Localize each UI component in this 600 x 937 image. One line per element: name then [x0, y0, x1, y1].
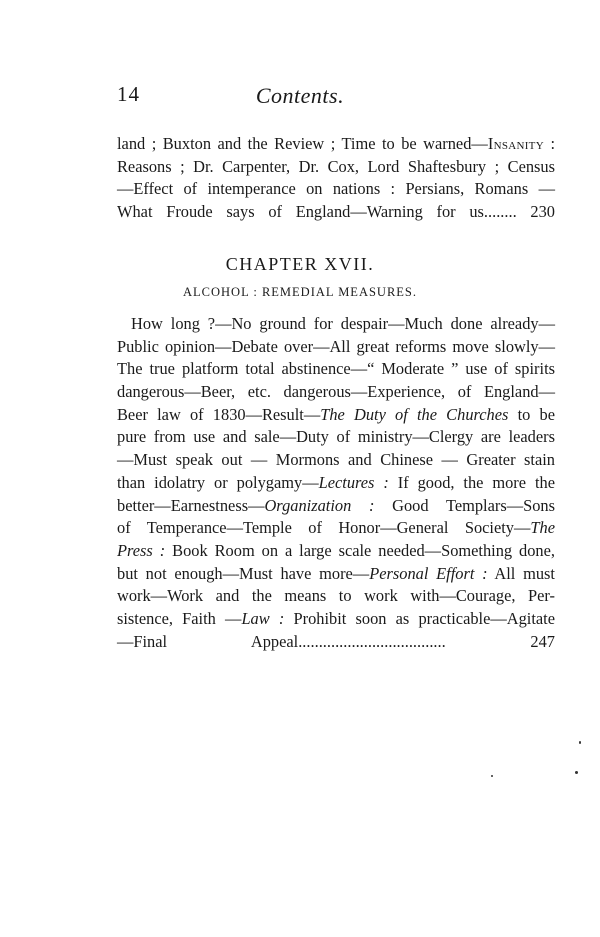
line-text: to be [508, 404, 555, 424]
line-text: If good, the more the [388, 472, 555, 492]
line-text: —Final Appeal.................................... 247 [117, 631, 555, 651]
contents-line [117, 358, 555, 381]
small-caps-text: Insanity [487, 134, 544, 153]
line-text: than idolatry or polygamy— [117, 472, 319, 492]
line-text: : [543, 134, 555, 153]
line-text: dangerous—Beer, etc. dangerous—Experience, of England— [117, 382, 555, 402]
contents-line [117, 495, 555, 518]
contents-line [117, 472, 555, 495]
line-text: What Froude says of England—Warning for us........ 230 [117, 202, 555, 222]
chapter-heading: CHAPTER XVII. [225, 254, 375, 274]
contents-line [117, 631, 555, 654]
running-head: Contents. [255, 83, 345, 108]
line-text: How long ?—No ground for despair—Much done already— [131, 314, 555, 333]
contents-line [117, 313, 555, 336]
contents-line [117, 381, 555, 404]
contents-line [117, 404, 555, 427]
scan-speck [575, 771, 578, 774]
line-text: Public opinion—Debate over—All great reforms move slowly— [117, 336, 555, 356]
scan-speck [491, 775, 493, 777]
line-text: land ; Buxton and the Review ; Time to be warned— [117, 134, 488, 153]
italic-title: Personal Effort : [369, 563, 488, 583]
italic-title: Lectures : [318, 472, 389, 492]
chapter-subtitle: ALCOHOL : REMEDIAL MEASURES. [182, 285, 418, 299]
italic-title: Press : [117, 540, 166, 560]
line-text: —Effect of intemperance on nations : Persians, Romans — [117, 179, 555, 199]
line-text: —Must speak out — Mormons and Chinese — Greater stain [117, 450, 555, 470]
italic-title: Organization : [264, 495, 375, 515]
italic-title: The Duty of the Churches [320, 404, 509, 424]
contents-entry-chapter-xvii [117, 313, 555, 653]
scan-speck [579, 741, 581, 744]
contents-line [117, 608, 555, 631]
contents-line [117, 133, 555, 156]
line-text: The true platform total abstinence—“ Moderate ” use of spirits [117, 359, 555, 379]
line-text: of Temperance—Temple of Honor—General Society— [117, 518, 531, 538]
contents-line [117, 563, 555, 586]
line-text: All must [487, 563, 555, 583]
contents-line [117, 540, 555, 563]
line-text: Beer law of 1830—Result— [117, 404, 321, 424]
contents-line [117, 517, 555, 540]
line-text: better—Earnestness— [117, 495, 265, 515]
line-text: Good Templars—Sons [374, 495, 556, 515]
line-text: Book Room on a large scale needed—Something done, [165, 540, 555, 560]
line-text: Prohibit soon as practicable—Agitate [284, 608, 555, 628]
contents-line [117, 426, 555, 449]
line-text: but not enough—Must have more— [117, 563, 370, 583]
contents-line [117, 336, 555, 359]
line-text: pure from use and sale—Duty of ministry—Clergy are leaders [117, 427, 555, 447]
contents-entry-chapter-xvi-tail [117, 133, 555, 224]
page-number: 14 [117, 82, 140, 106]
contents-line [117, 585, 555, 608]
contents-line [117, 449, 555, 472]
line-text: Reasons ; Dr. Carpenter, Dr. Cox, Lord Shaftesbury ; Census [117, 156, 555, 176]
line-text: work—Work and the means to work with—Courage, Per- [117, 586, 555, 606]
contents-line [117, 201, 555, 224]
italic-title: The [530, 518, 555, 538]
contents-line [117, 178, 555, 201]
italic-title: Law : [241, 608, 285, 628]
line-text: sistence, Faith — [117, 608, 242, 628]
contents-line [117, 156, 555, 179]
